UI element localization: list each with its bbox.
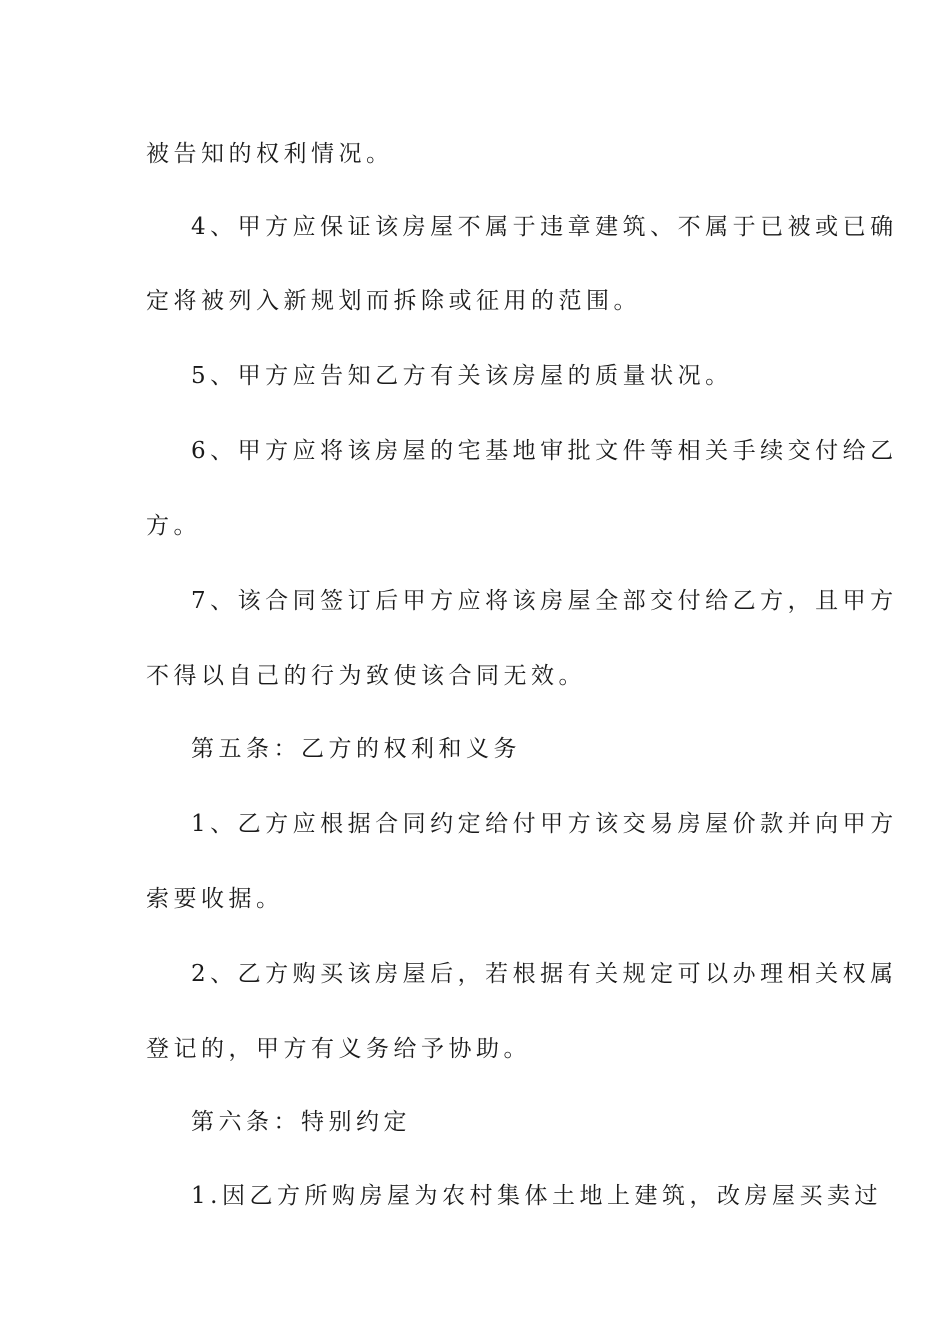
clause-4-line-1: 4、甲方应保证该房屋不属于违章建筑、不属于已被或已确	[191, 214, 898, 240]
clause-6-line-2: 方。	[146, 513, 201, 539]
article-5-clause-2-line-2: 登记的，甲方有义务给予协助。	[146, 1036, 531, 1062]
clause-7-line-2: 不得以自己的行为致使该合同无效。	[146, 663, 586, 689]
article-5-clause-2-line-1: 2、乙方购买该房屋后，若根据有关规定可以办理相关权属	[191, 961, 898, 987]
article-6-heading: 第六条：特别约定	[191, 1109, 411, 1135]
clause-6-line-1: 6、甲方应将该房屋的宅基地审批文件等相关手续交付给乙	[191, 438, 898, 464]
article-5-clause-1-line-1: 1、乙方应根据合同约定给付甲方该交易房屋价款并向甲方	[191, 811, 898, 837]
article-6-clause-1-line-1: 1.因乙方所购房屋为农村集体土地上建筑，改房屋买卖过	[191, 1183, 882, 1209]
article-5-heading: 第五条：乙方的权利和义务	[191, 736, 521, 762]
text-line-continuation: 被告知的权利情况。	[146, 141, 394, 167]
clause-5: 5、甲方应告知乙方有关该房屋的质量状况。	[191, 363, 733, 389]
clause-7-line-1: 7、该合同签订后甲方应将该房屋全部交付给乙方，且甲方	[191, 588, 898, 614]
clause-4-line-2: 定将被列入新规划而拆除或征用的范围。	[146, 288, 641, 314]
article-5-clause-1-line-2: 索要收据。	[146, 886, 284, 912]
